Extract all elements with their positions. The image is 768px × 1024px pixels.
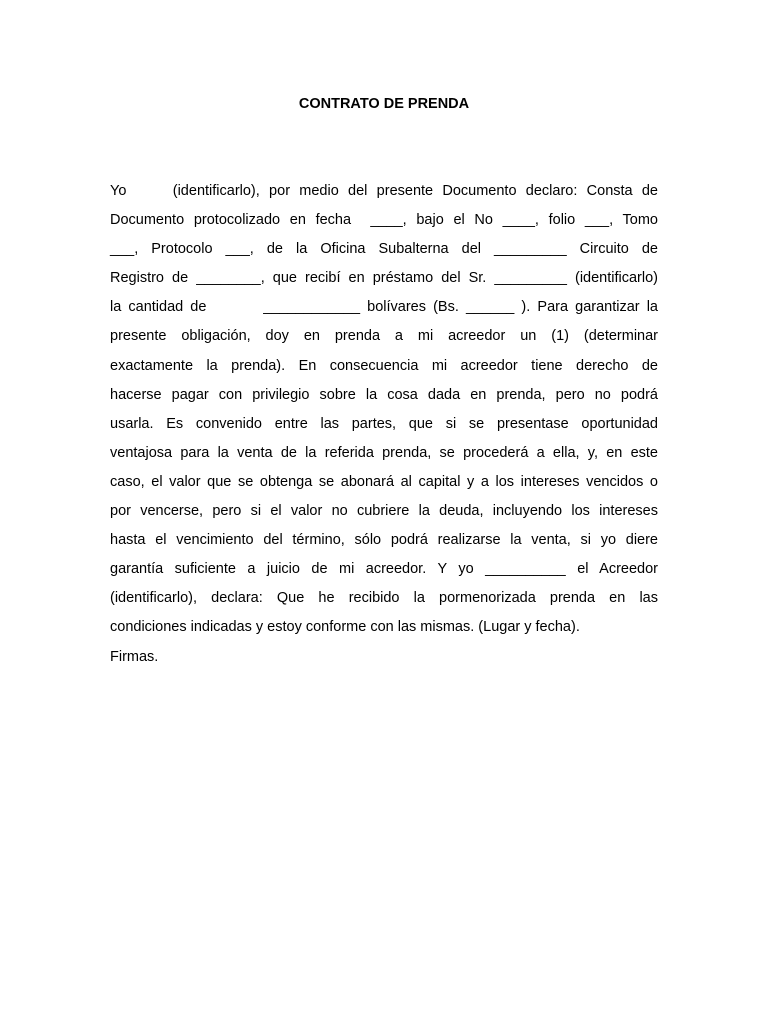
- body-line: presente obligación, doy en prenda a mi acreedor un (1) (determinar: [110, 328, 658, 345]
- body-line: hasta el vencimiento del término, sólo podrá realizarse la venta, si yo diere: [110, 532, 658, 549]
- body-line: (identificarlo), declara: Que he recibido la pormenorizada prenda en las: [110, 590, 658, 607]
- body-line: condiciones indicadas y estoy conforme con las mismas. (Lugar y fecha).: [110, 619, 580, 636]
- body-line: ___, Protocolo ___, de la Oficina Subalterna del _________ Circuito de: [110, 241, 658, 258]
- body-line: Yo (identificarlo), por medio del presente Documento declaro: Consta de: [110, 183, 658, 199]
- body-line: por vencerse, pero si el valor no cubriere la deuda, incluyendo los intereses: [110, 503, 658, 520]
- body-line: usarla. Es convenido entre las partes, que si se presentase oportunidad: [110, 415, 658, 432]
- body-line: la cantidad de ____________ bolívares (Bs. ______ ). Para garantizar la: [110, 299, 658, 316]
- body-line: ventajosa para la venta de la referida prenda, se procederá a ella, y, en este: [110, 444, 658, 461]
- body-line: caso, el valor que se obtenga se abonará al capital y a los intereses vencidos o: [110, 473, 658, 490]
- document-title: CONTRATO DE PRENDA: [298, 96, 470, 112]
- body-line: Documento protocolizado en fecha ____, bajo el No ____, folio ___, Tomo: [110, 212, 658, 229]
- body-line: garantía suficiente a juicio de mi acreedor. Y yo __________ el Acreedor: [110, 561, 658, 578]
- body-line: Registro de ________, que recibí en préstamo del Sr. _________ (identificarlo): [110, 270, 658, 287]
- body-line: hacerse pagar con privilegio sobre la cosa dada en prenda, pero no podrá: [110, 386, 658, 403]
- body-line: Firmas.: [110, 648, 159, 665]
- document-body: [110, 177, 658, 672]
- body-line: exactamente la prenda). En consecuencia mi acreedor tiene derecho de: [110, 357, 658, 374]
